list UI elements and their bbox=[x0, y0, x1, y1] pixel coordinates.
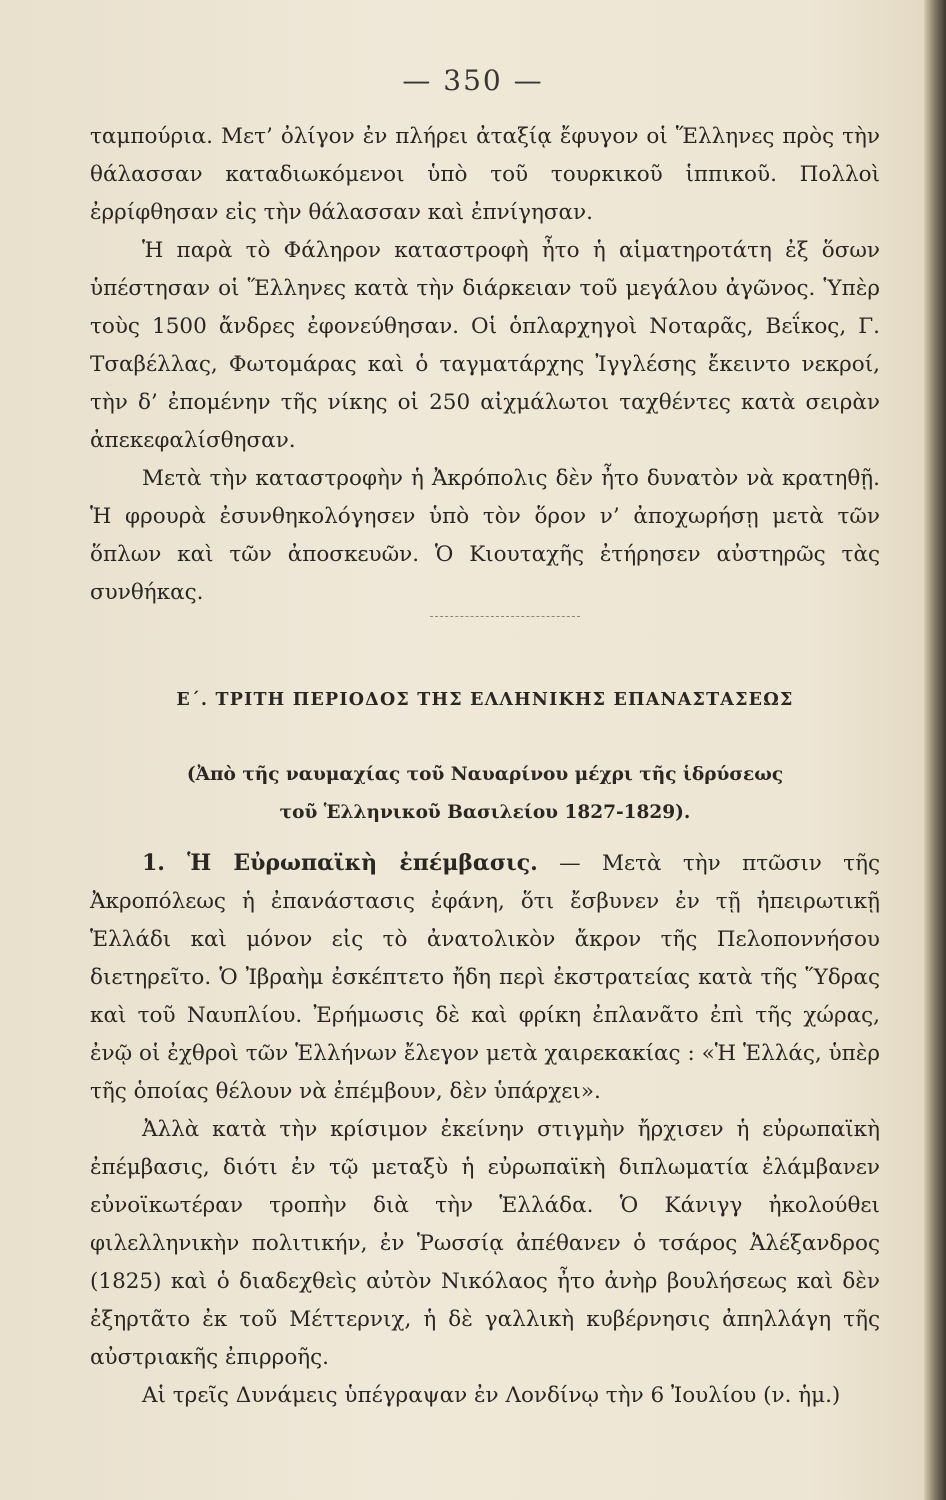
paragraph bbox=[90, 844, 880, 1111]
text-block-bottom bbox=[90, 844, 880, 1415]
paragraph: Αἱ τρεῖς Δυνάμεις ὑπέγραψαν ἐν Λονδίνῳ τὴν 6 Ἰουλίου (ν. ἡμ.) bbox=[142, 1383, 841, 1408]
book-spine-edge bbox=[924, 0, 946, 1500]
paragraph-text: — Μετὰ τὴν πτῶσιν τῆς Ἀκροπόλεως ἡ ἐπανάστασις ἐφάνη, ὅτι ἔσβυνεν ἐν τῇ ἠπειρωτικῇ Ἑλλάδι καὶ μόνον εἰς τὸ ἀνατολικὸν ἄκρον τῆς Πελοποννήσου διετηρεῖτο. Ὁ Ἰβραὴμ ἐσκέπτετο ἤδη περὶ ἐκστρατείας κατὰ τῆς Ὕδρας καὶ τοῦ Ναυπλίου. Ἐρήμωσις δὲ καὶ φρίκη ἐπλανᾶτο ἐπὶ τῆς χώρας, ἐνῷ οἱ ἐχθροὶ τῶν Ἑλλήνων ἔλεγον μετὰ χαιρεκακίας : «Ἡ Ἑλλάς, ὑπὲρ τῆς ὁποίας θέλουν νὰ ἐπέμβουν, δὲν ὑπάρχει». bbox=[90, 851, 880, 1104]
paragraph: ταμπούρια. Μετ’ ὀλίγον ἐν πλήρει ἀταξίᾳ ἔφυγον οἱ Ἕλληνες πρὸς τὴν θάλασσαν καταδιωκόμενοι ὑπὸ τοῦ τουρκικοῦ ἱππικοῦ. Πολλοὶ ἐρρίφθησαν εἰς τὴν θάλασσαν καὶ ἐπνίγησαν. bbox=[90, 124, 880, 225]
text-block-top bbox=[90, 118, 880, 612]
paragraph: Ἀλλὰ κατὰ τὴν κρίσιμον ἐκείνην στιγμὴν ἤρχισεν ἡ εὐρωπαϊκὴ ἐπέμβασις, διότι ἐν τῷ μεταξὺ ἡ εὐρωπαϊκὴ διπλωματία ἐλάμβανεν εὐνοϊκωτέραν τροπὴν διὰ τὴν Ἑλλάδα. Ὁ Κάνιγγ ἠκολούθει φιλελληνικὴν πολιτικήν, ἐν Ῥωσσίᾳ ἀπέθανεν ὁ τσάρος Ἀλέξανδρος (1825) καὶ ὁ διαδεχθεὶς αὐτὸν Νικόλαος ἦτο ἀνὴρ βουλήσεως καὶ δὲν ἐξηρτᾶτο ἐκ τοῦ Μέττερνιχ, ἡ δὲ γαλλικὴ κυβέρνησις ἀπηλλάγη τῆς αὐστριακῆς ἐπιρροῆς. bbox=[90, 1117, 880, 1370]
section-subtitle-line-1: (Ἀπὸ τῆς ναυμαχίας τοῦ Ναυαρίνου μέχρι τῆς ἱδρύσεως bbox=[186, 764, 784, 785]
section-subtitle-line-2: τοῦ Ἑλληνικοῦ Βασιλείου 1827-1829). bbox=[279, 802, 691, 823]
section-subtitle bbox=[90, 756, 880, 832]
section-heading: Ε΄. ΤΡΙΤΗ ΠΕΡΙΟΔΟΣ ΤΗΣ ΕΛΛΗΝΙΚΗΣ ΕΠΑΝΑΣΤΑΣΕΩΣ bbox=[176, 690, 794, 710]
paragraph: Μετὰ τὴν καταστροφὴν ἡ Ἀκρόπολις δὲν ἦτο δυνατὸν νὰ κρατηθῇ. Ἡ φρουρὰ ἐσυνθηκολόγησεν ὑπὸ τὸν ὅρον ν’ ἀποχωρήσῃ μετὰ τῶν ὅπλων καὶ τῶν ἀποσκευῶν. Ὁ Κιουταχῆς ἐτήρησεν αὐστηρῶς τὰς συνθήκας. bbox=[90, 466, 880, 605]
paragraph: Ἡ παρὰ τὸ Φάληρον καταστροφὴ ἦτο ἡ αἱματηροτάτη ἐξ ὅσων ὑπέστησαν οἱ Ἕλληνες κατὰ τὴν διάρκειαν τοῦ μεγάλου ἀγῶνος. Ὑπὲρ τοὺς 1500 ἄνδρες ἐφονεύθησαν. Οἱ ὁπλαρχηγοὶ Νοταρᾶς, Βεΐκος, Γ. Τσαβέλλας, Φωτομάρας καὶ ὁ ταγματάρχης Ἰγγλέσης ἔκειντο νεκροί, τὴν δ’ ἐπομένην τῆς νίκης οἱ 250 αἰχμάλωτοι ταχθέντες κατὰ σειρὰν ἀπεκεφαλίσθησαν. bbox=[90, 238, 880, 453]
page-number: — 350 — bbox=[402, 64, 544, 97]
subsection-heading: 1. Ἡ Εὐρωπαϊκὴ ἐπέμβασις. bbox=[142, 850, 538, 876]
section-separator bbox=[430, 616, 580, 617]
